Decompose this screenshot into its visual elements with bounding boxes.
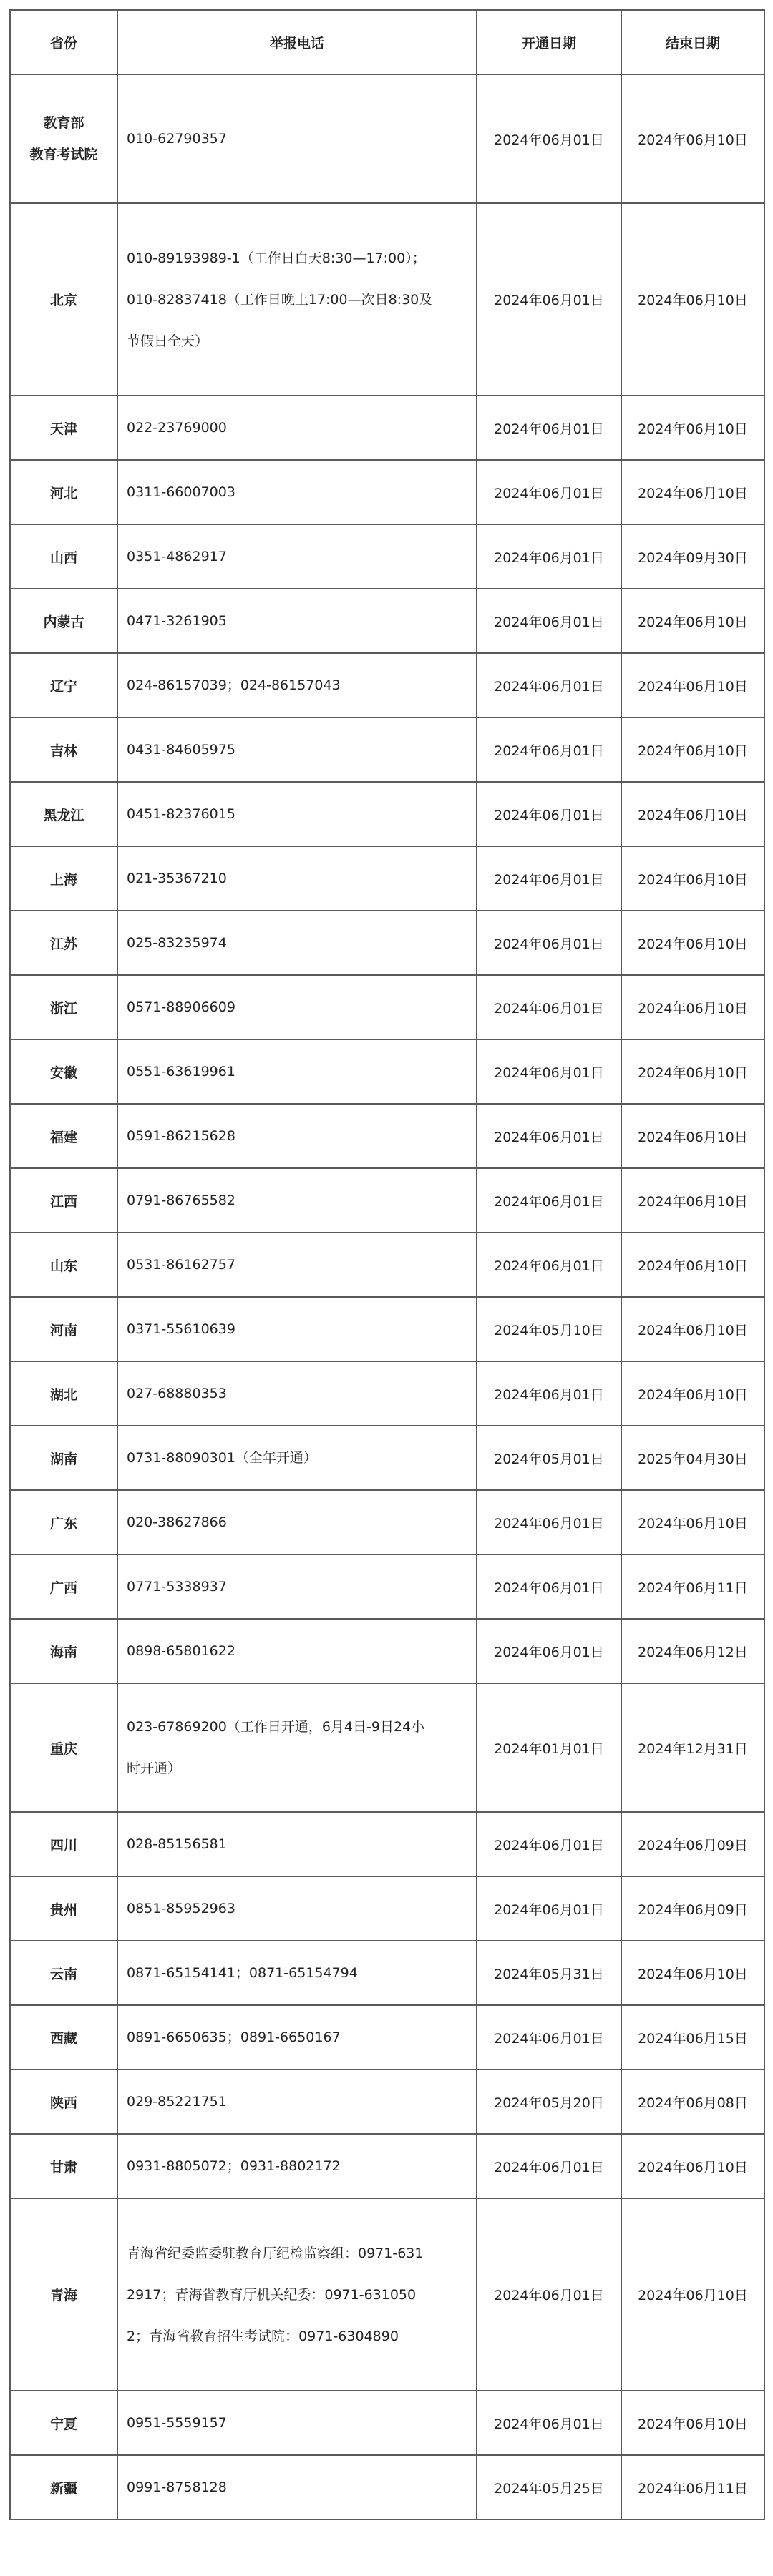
start-date-cell: 2024年06月01日 — [477, 2134, 621, 2198]
province-cell — [10, 975, 117, 1039]
phone-number-text: 2917；青海省教育厅机关纪委：0971-631050 — [127, 2286, 417, 2303]
phone-cell — [117, 1941, 477, 2005]
phone-cell — [117, 1554, 477, 1619]
table-row — [10, 1619, 764, 1683]
phone-cell — [117, 2134, 477, 2198]
start-date-cell: 2024年05月01日 — [477, 1426, 621, 1490]
end-date-cell: 2024年06月10日 — [621, 203, 764, 396]
phone-cell — [117, 1168, 477, 1233]
phone-cell — [117, 589, 477, 653]
phone-cell — [117, 1039, 477, 1104]
phone-number-text: 节假日全天） — [127, 333, 209, 349]
table-header-row — [10, 10, 764, 74]
province-cell — [10, 589, 117, 653]
phone-number-text: 0871-65154141；0871-65154794 — [127, 1965, 358, 1981]
start-date-cell: 2024年06月01日 — [477, 1104, 621, 1168]
table-row — [10, 1361, 764, 1426]
phone-cell — [117, 74, 477, 203]
end-date-cell: 2024年06月10日 — [621, 2198, 764, 2391]
end-date-cell: 2024年06月10日 — [621, 74, 764, 203]
province-cell — [10, 1876, 117, 1941]
table-row — [10, 1297, 764, 1361]
phone-number-text: 0951-5559157 — [127, 2415, 227, 2431]
province-cell — [10, 1941, 117, 2005]
province-cell — [10, 2070, 117, 2134]
table-row — [10, 396, 764, 460]
phone-cell — [117, 975, 477, 1039]
province-name: 安徽 — [49, 1064, 77, 1081]
phone-number-text: 0851-85952963 — [127, 1901, 235, 1916]
start-date-cell: 2024年06月01日 — [477, 846, 621, 911]
phone-cell — [117, 2455, 477, 2519]
province-name: 宁夏 — [49, 2416, 77, 2432]
end-date-cell: 2024年06月08日 — [621, 2070, 764, 2134]
start-date-cell: 2024年06月01日 — [477, 74, 621, 203]
province-cell — [10, 460, 117, 524]
phone-cell — [117, 2070, 477, 2134]
table-row — [10, 1490, 764, 1554]
end-date-cell: 2024年06月10日 — [621, 1361, 764, 1426]
start-date-cell: 2024年06月01日 — [477, 2005, 621, 2070]
phone-number-text: 0451-82376015 — [127, 806, 235, 822]
province-cell — [10, 1233, 117, 1297]
phone-number-text: 025-83235974 — [127, 935, 227, 951]
phone-number-text: 0551-63619961 — [127, 1064, 235, 1079]
start-date-cell: 2024年06月01日 — [477, 1876, 621, 1941]
table-row — [10, 203, 764, 396]
end-date-cell: 2024年06月10日 — [621, 1168, 764, 1233]
province-cell — [10, 1426, 117, 1490]
province-name: 湖北 — [49, 1386, 77, 1403]
province-cell — [10, 1554, 117, 1619]
end-date-cell: 2024年06月10日 — [621, 396, 764, 460]
province-name: 天津 — [49, 421, 77, 437]
report-table-container — [9, 9, 764, 2520]
header-phone: 举报电话 — [117, 10, 477, 74]
province-name: 山西 — [49, 549, 77, 566]
start-date-cell: 2024年06月01日 — [477, 1812, 621, 1876]
end-date-cell: 2024年06月15日 — [621, 2005, 764, 2070]
province-cell — [10, 74, 117, 203]
table-row — [10, 1683, 764, 1812]
phone-cell — [117, 460, 477, 524]
province-cell — [10, 1039, 117, 1104]
province-name: 陕西 — [49, 2095, 77, 2111]
phone-cell — [117, 1233, 477, 1297]
phone-cell — [117, 1683, 477, 1812]
start-date-cell: 2024年06月01日 — [477, 1619, 621, 1683]
phone-number-text: 0931-8805072；0931-8802172 — [127, 2158, 341, 2174]
phone-cell — [117, 2391, 477, 2455]
phone-number-text: 0571-88906609 — [127, 999, 235, 1015]
phone-cell — [117, 1104, 477, 1168]
phone-cell — [117, 1490, 477, 1554]
province-name: 江西 — [49, 1193, 77, 1210]
phone-cell — [117, 2198, 477, 2391]
phone-number-text: 010-62790357 — [127, 131, 227, 147]
table-row — [10, 1233, 764, 1297]
phone-number-text: 028-85156581 — [127, 1836, 227, 1852]
table-row — [10, 1168, 764, 1233]
phone-cell — [117, 396, 477, 460]
end-date-cell: 2024年06月09日 — [621, 1876, 764, 1941]
table-row — [10, 1104, 764, 1168]
table-row — [10, 589, 764, 653]
province-cell — [10, 1104, 117, 1168]
phone-cell — [117, 1426, 477, 1490]
start-date-cell: 2024年06月01日 — [477, 2391, 621, 2455]
end-date-cell: 2024年06月10日 — [621, 589, 764, 653]
phone-number-text: 0371-55610639 — [127, 1321, 235, 1337]
province-cell — [10, 846, 117, 911]
start-date-cell: 2024年06月01日 — [477, 524, 621, 589]
phone-number-text: 023-67869200（工作日开通，6月4日-9日24小 — [127, 1719, 425, 1735]
province-cell — [10, 2134, 117, 2198]
province-name: 甘肃 — [49, 2159, 77, 2175]
phone-number-text: 2；青海省教育招生考试院：0971-6304890 — [127, 2328, 399, 2344]
phone-number-text: 0771-5338937 — [127, 1579, 227, 1595]
end-date-cell: 2024年06月10日 — [621, 1490, 764, 1554]
province-cell — [10, 1297, 117, 1361]
table-row — [10, 1426, 764, 1490]
province-name: 上海 — [49, 871, 77, 888]
province-name: 教育考试院 — [29, 147, 98, 162]
phone-number-text: 0991-8758128 — [127, 2479, 227, 2495]
province-name: 四川 — [49, 1837, 77, 1853]
phone-cell — [117, 1361, 477, 1426]
province-cell — [10, 718, 117, 782]
end-date-cell: 2024年06月10日 — [621, 975, 764, 1039]
province-name: 福建 — [49, 1129, 77, 1145]
phone-number-text: 027-68880353 — [127, 1386, 227, 1401]
phone-cell — [117, 1876, 477, 1941]
table-row — [10, 911, 764, 975]
phone-number-text: 0471-3261905 — [127, 613, 227, 629]
province-name: 贵州 — [49, 1901, 77, 1918]
province-cell — [10, 2455, 117, 2519]
phone-cell — [117, 1619, 477, 1683]
table-row — [10, 2391, 764, 2455]
start-date-cell: 2024年05月31日 — [477, 1941, 621, 2005]
start-date-cell: 2024年06月01日 — [477, 203, 621, 396]
table-row — [10, 1554, 764, 1619]
phone-number-text: 0531-86162757 — [127, 1257, 235, 1273]
table-row — [10, 2198, 764, 2391]
phone-number-text: 029-85221751 — [127, 2094, 227, 2110]
phone-cell — [117, 653, 477, 718]
phone-number-text: 青海省纪委监委驻教育厅纪检监察组：0971-631 — [127, 2245, 424, 2261]
phone-number-text: 0891-6650635；0891-6650167 — [127, 2029, 341, 2045]
phone-cell — [117, 718, 477, 782]
phone-number-text: 021-35367210 — [127, 871, 227, 886]
header-province: 省份 — [10, 10, 117, 74]
start-date-cell: 2024年06月01日 — [477, 1554, 621, 1619]
table-body — [10, 74, 764, 2519]
report-phone-table — [9, 9, 765, 2520]
province-name: 湖南 — [49, 1451, 77, 1467]
start-date-cell: 2024年05月10日 — [477, 1297, 621, 1361]
table-row — [10, 975, 764, 1039]
end-date-cell: 2024年06月10日 — [621, 1104, 764, 1168]
province-name: 江苏 — [49, 936, 77, 952]
province-name: 河南 — [49, 1322, 77, 1338]
phone-number-text: 0351-4862917 — [127, 549, 227, 564]
province-cell — [10, 524, 117, 589]
province-name: 云南 — [49, 1966, 77, 1982]
province-cell — [10, 782, 117, 846]
start-date-cell: 2024年06月01日 — [477, 782, 621, 846]
phone-cell — [117, 782, 477, 846]
start-date-cell: 2024年06月01日 — [477, 718, 621, 782]
start-date-cell: 2024年06月01日 — [477, 1233, 621, 1297]
phone-cell — [117, 1812, 477, 1876]
province-name: 内蒙古 — [43, 614, 84, 630]
start-date-cell: 2024年06月01日 — [477, 911, 621, 975]
end-date-cell: 2024年06月10日 — [621, 1039, 764, 1104]
start-date-cell: 2024年05月20日 — [477, 2070, 621, 2134]
province-cell — [10, 1168, 117, 1233]
province-cell — [10, 2391, 117, 2455]
table-row — [10, 1812, 764, 1876]
end-date-cell: 2024年06月10日 — [621, 846, 764, 911]
end-date-cell: 2024年09月30日 — [621, 524, 764, 589]
end-date-cell: 2024年06月09日 — [621, 1812, 764, 1876]
table-row — [10, 782, 764, 846]
table-row — [10, 2134, 764, 2198]
province-name: 青海 — [49, 2288, 77, 2303]
province-cell — [10, 203, 117, 396]
phone-cell — [117, 524, 477, 589]
table-row — [10, 2455, 764, 2519]
province-name: 吉林 — [49, 743, 77, 759]
start-date-cell: 2024年06月01日 — [477, 975, 621, 1039]
end-date-cell: 2024年06月10日 — [621, 2391, 764, 2455]
phone-cell — [117, 2005, 477, 2070]
table-row — [10, 653, 764, 718]
province-cell — [10, 1812, 117, 1876]
phone-number-text: 010-82837418（工作日晚上17:00—次日8:30及 — [127, 291, 433, 308]
phone-number-text: 024-86157039；024-86157043 — [127, 677, 341, 693]
table-row — [10, 1039, 764, 1104]
table-row — [10, 718, 764, 782]
phone-cell — [117, 846, 477, 911]
province-name: 辽宁 — [49, 678, 77, 695]
phone-number-text: 0731-88090301（全年开通） — [127, 1450, 317, 1466]
end-date-cell: 2024年06月10日 — [621, 1297, 764, 1361]
province-name: 北京 — [49, 293, 77, 308]
province-name: 浙江 — [49, 1000, 77, 1017]
province-cell — [10, 1683, 117, 1812]
province-cell — [10, 396, 117, 460]
end-date-cell: 2025年04月30日 — [621, 1426, 764, 1490]
start-date-cell: 2024年01月01日 — [477, 1683, 621, 1812]
phone-cell — [117, 911, 477, 975]
province-name: 西藏 — [49, 2030, 77, 2047]
phone-number-text: 0311-66007003 — [127, 484, 235, 500]
end-date-cell: 2024年06月10日 — [621, 782, 764, 846]
end-date-cell: 2024年06月10日 — [621, 460, 764, 524]
province-name: 海南 — [49, 1644, 77, 1660]
phone-number-text: 022-23769000 — [127, 420, 227, 436]
phone-cell — [117, 1297, 477, 1361]
end-date-cell: 2024年06月10日 — [621, 718, 764, 782]
table-row — [10, 2005, 764, 2070]
start-date-cell: 2024年06月01日 — [477, 2198, 621, 2391]
start-date-cell: 2024年06月01日 — [477, 589, 621, 653]
phone-number-text: 0898-65801622 — [127, 1643, 235, 1659]
table-row — [10, 2070, 764, 2134]
end-date-cell: 2024年06月10日 — [621, 1233, 764, 1297]
province-name: 教育部 — [43, 115, 84, 131]
start-date-cell: 2024年05月25日 — [477, 2455, 621, 2519]
table-row — [10, 74, 764, 203]
table-row — [10, 460, 764, 524]
start-date-cell: 2024年06月01日 — [477, 396, 621, 460]
start-date-cell: 2024年06月01日 — [477, 1361, 621, 1426]
province-cell — [10, 2005, 117, 2070]
end-date-cell: 2024年06月10日 — [621, 911, 764, 975]
phone-number-text: 0431-84605975 — [127, 742, 235, 758]
phone-cell — [117, 203, 477, 396]
table-row — [10, 1876, 764, 1941]
end-date-cell: 2024年06月11日 — [621, 1554, 764, 1619]
table-row — [10, 1941, 764, 2005]
province-name: 广西 — [49, 1580, 77, 1596]
province-cell — [10, 911, 117, 975]
province-cell — [10, 1619, 117, 1683]
phone-number-text: 0791-86765582 — [127, 1192, 235, 1208]
province-name: 黑龙江 — [43, 807, 84, 823]
phone-number-text: 010-89193989-1（工作日白天8:30—17:00）； — [127, 250, 426, 266]
start-date-cell: 2024年06月01日 — [477, 653, 621, 718]
end-date-cell: 2024年06月10日 — [621, 653, 764, 718]
start-date-cell: 2024年06月01日 — [477, 1168, 621, 1233]
table-row — [10, 524, 764, 589]
province-cell — [10, 1490, 117, 1554]
start-date-cell: 2024年06月01日 — [477, 1490, 621, 1554]
end-date-cell: 2024年06月11日 — [621, 2455, 764, 2519]
phone-number-text: 时开通） — [127, 1760, 182, 1776]
phone-number-text: 0591-86215628 — [127, 1128, 235, 1144]
table-row — [10, 846, 764, 911]
province-cell — [10, 1361, 117, 1426]
start-date-cell: 2024年06月01日 — [477, 460, 621, 524]
phone-number-text: 020-38627866 — [127, 1514, 227, 1530]
start-date-cell: 2024年06月01日 — [477, 1039, 621, 1104]
province-name: 河北 — [49, 485, 77, 501]
province-cell — [10, 2198, 117, 2391]
end-date-cell: 2024年06月10日 — [621, 2134, 764, 2198]
header-start-date: 开通日期 — [477, 10, 621, 74]
header-end-date: 结束日期 — [621, 10, 764, 74]
end-date-cell: 2024年06月10日 — [621, 1941, 764, 2005]
province-cell — [10, 653, 117, 718]
province-name: 新疆 — [49, 2480, 77, 2497]
end-date-cell: 2024年06月12日 — [621, 1619, 764, 1683]
province-name: 山东 — [49, 1258, 77, 1274]
end-date-cell: 2024年12月31日 — [621, 1683, 764, 1812]
province-name: 广东 — [49, 1515, 77, 1532]
province-name: 重庆 — [49, 1740, 77, 1757]
